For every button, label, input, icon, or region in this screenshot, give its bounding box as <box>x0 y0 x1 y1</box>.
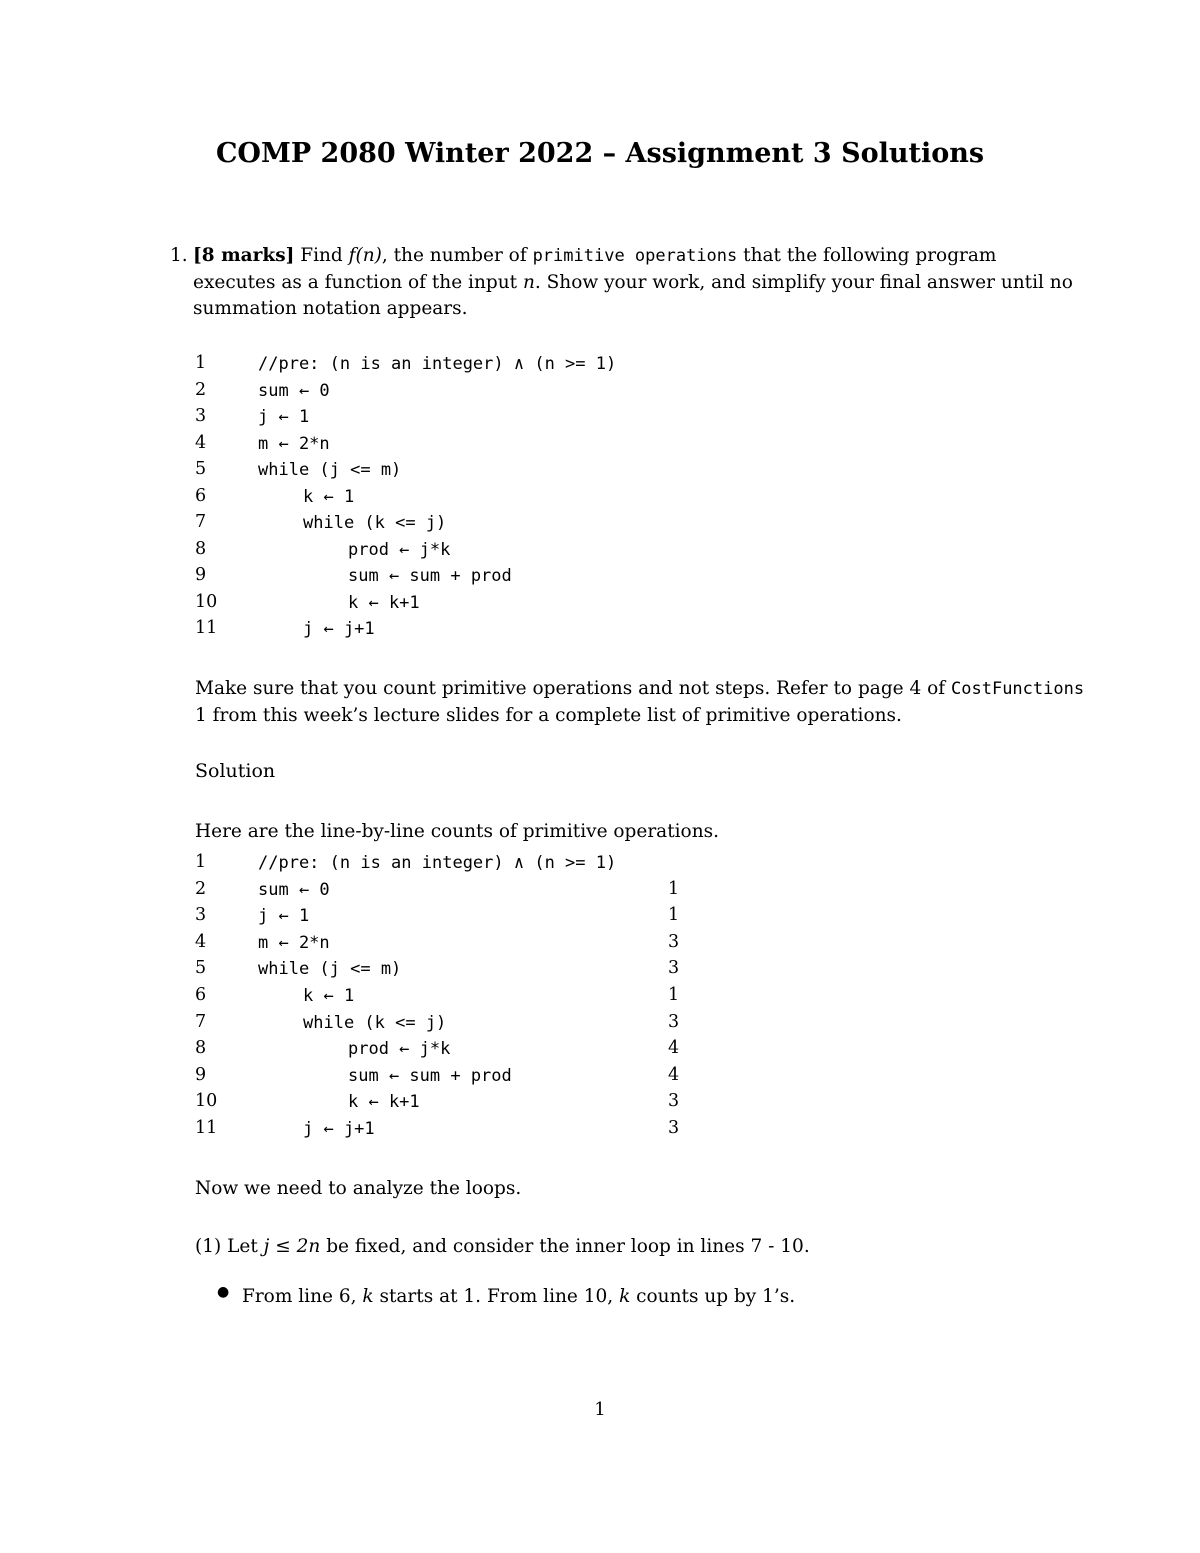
cost-table-line-number: 3 <box>195 905 207 926</box>
pseudocode-line-number: 10 <box>195 591 218 612</box>
cost-table-line-code: m ← 2*n <box>258 932 330 953</box>
cost-table-line-number: 4 <box>195 931 207 952</box>
pseudocode-line-number: 3 <box>195 406 207 426</box>
bullet-text-b: starts at 1. From line 10, <box>373 1286 620 1307</box>
note-text-a: Make sure that you count primitive operations and not steps. Refer to page 4 of <box>195 678 952 699</box>
bullet-k1: k <box>362 1286 374 1307</box>
pseudocode-line-code: //pre: (n is an integer) ∧ (n >= 1) <box>258 354 617 374</box>
pseudocode-line-number: 8 <box>195 538 207 559</box>
inner-loop-suffix: be fixed, and consider the inner loop in lines 7 - 10. <box>320 1236 810 1257</box>
question-number: 1. <box>170 245 188 266</box>
page-number: 1 <box>594 1399 606 1420</box>
cost-table-line-number: 9 <box>195 1064 207 1085</box>
operation-cost: 4 <box>668 1064 680 1085</box>
operation-cost: 1 <box>668 905 680 926</box>
question-text <box>193 243 1073 323</box>
cost-table-line-number: 6 <box>195 985 207 1005</box>
pseudocode-line-number: 6 <box>195 485 207 506</box>
primitive-operations-term: primitive operations <box>532 246 738 266</box>
instructions-note <box>195 676 1085 729</box>
inner-loop-analysis <box>195 1234 810 1261</box>
pseudocode-line-code: sum ← sum + prod <box>348 566 512 586</box>
question-text-b: , the number of <box>381 245 533 266</box>
cost-table-line-code: k ← 1 <box>303 986 355 1006</box>
pseudocode-line-number: 1 <box>195 353 207 373</box>
operation-cost: 3 <box>668 1091 680 1112</box>
bullet-item <box>242 1284 795 1311</box>
pseudocode-line-code: while (k <= j) <box>303 513 447 533</box>
bullet-text-a: From line 6, <box>242 1286 363 1307</box>
pseudocode-line-number: 11 <box>195 618 218 638</box>
pseudocode-line-number: 9 <box>195 565 207 585</box>
operation-cost: 1 <box>668 985 680 1005</box>
cost-table-line-code: j ← 1 <box>258 906 310 927</box>
pseudocode-line-code: prod ← j*k <box>348 539 451 560</box>
pseudocode-line-number: 4 <box>195 432 207 453</box>
pseudocode-line-code: sum ← 0 <box>258 380 330 401</box>
costfunctions-reference: CostFunctions <box>951 679 1085 699</box>
operation-cost: 4 <box>668 1038 680 1059</box>
cost-table-line-number: 10 <box>195 1091 218 1112</box>
pseudocode-line-number: 5 <box>195 459 207 479</box>
question-text-a: Find <box>294 245 349 266</box>
cost-table-line-number: 1 <box>195 852 207 872</box>
solution-intro: Here are the line-by-line counts of primitive operations. <box>195 821 719 842</box>
bullet-k2: k <box>619 1286 631 1307</box>
pseudocode-line-code: m ← 2*n <box>258 433 330 454</box>
question-text-c: that the following program executes as a function of the input <box>193 245 997 293</box>
cost-table-line-code: j ← j+1 <box>303 1119 375 1139</box>
cost-table-line-number: 7 <box>195 1011 207 1032</box>
cost-table-line-code: prod ← j*k <box>348 1039 451 1060</box>
page-title: COMP 2080 Winter 2022 – Assignment 3 Solutions <box>215 138 985 169</box>
cost-table-line-code: while (j <= m) <box>258 959 402 980</box>
inner-loop-prefix: (1) Let <box>195 1236 264 1257</box>
cost-table-line-code: sum ← sum + prod <box>348 1065 512 1086</box>
cost-table-line-number: 8 <box>195 1038 207 1059</box>
pseudocode-line-code: j ← 1 <box>258 407 310 427</box>
bullet-icon: ● <box>217 1284 230 1300</box>
cost-table-line-number: 2 <box>195 878 207 899</box>
inner-loop-math: j ≤ 2n <box>263 1236 321 1257</box>
pseudocode-line-number: 7 <box>195 512 207 532</box>
cost-table-line-code: k ← k+1 <box>348 1092 420 1113</box>
pseudocode-line-code: k ← 1 <box>303 486 355 507</box>
operation-cost: 3 <box>668 1011 680 1032</box>
operation-cost: 3 <box>668 931 680 952</box>
bullet-text-c: counts up by 1’s. <box>630 1286 796 1307</box>
operation-cost: 1 <box>668 878 680 899</box>
operation-cost: 3 <box>668 958 680 979</box>
pseudocode-line-number: 2 <box>195 379 207 400</box>
cost-table-line-code: //pre: (n is an integer) ∧ (n >= 1) <box>258 853 617 873</box>
cost-table-line-number: 11 <box>195 1118 218 1138</box>
solution-heading: Solution <box>195 760 276 782</box>
question-marks: [8 marks] <box>193 245 295 266</box>
function-fn: f(n) <box>348 245 382 266</box>
question-text-d: . Show your work, and simplify your final answer until no summation notation appears. <box>193 271 1073 319</box>
input-n: n <box>522 271 535 293</box>
note-text-b: 1 from this week’s lecture slides for a complete list of primitive operations. <box>195 704 902 726</box>
loops-intro: Now we need to analyze the loops. <box>195 1178 522 1199</box>
cost-table-line-code: while (k <= j) <box>303 1012 447 1033</box>
pseudocode-line-code: k ← k+1 <box>348 592 420 613</box>
cost-table-line-number: 5 <box>195 958 207 979</box>
operation-cost: 3 <box>668 1118 680 1138</box>
cost-table-line-code: sum ← 0 <box>258 879 330 900</box>
pseudocode-line-code: j ← j+1 <box>303 619 375 639</box>
pseudocode-line-code: while (j <= m) <box>258 460 402 480</box>
